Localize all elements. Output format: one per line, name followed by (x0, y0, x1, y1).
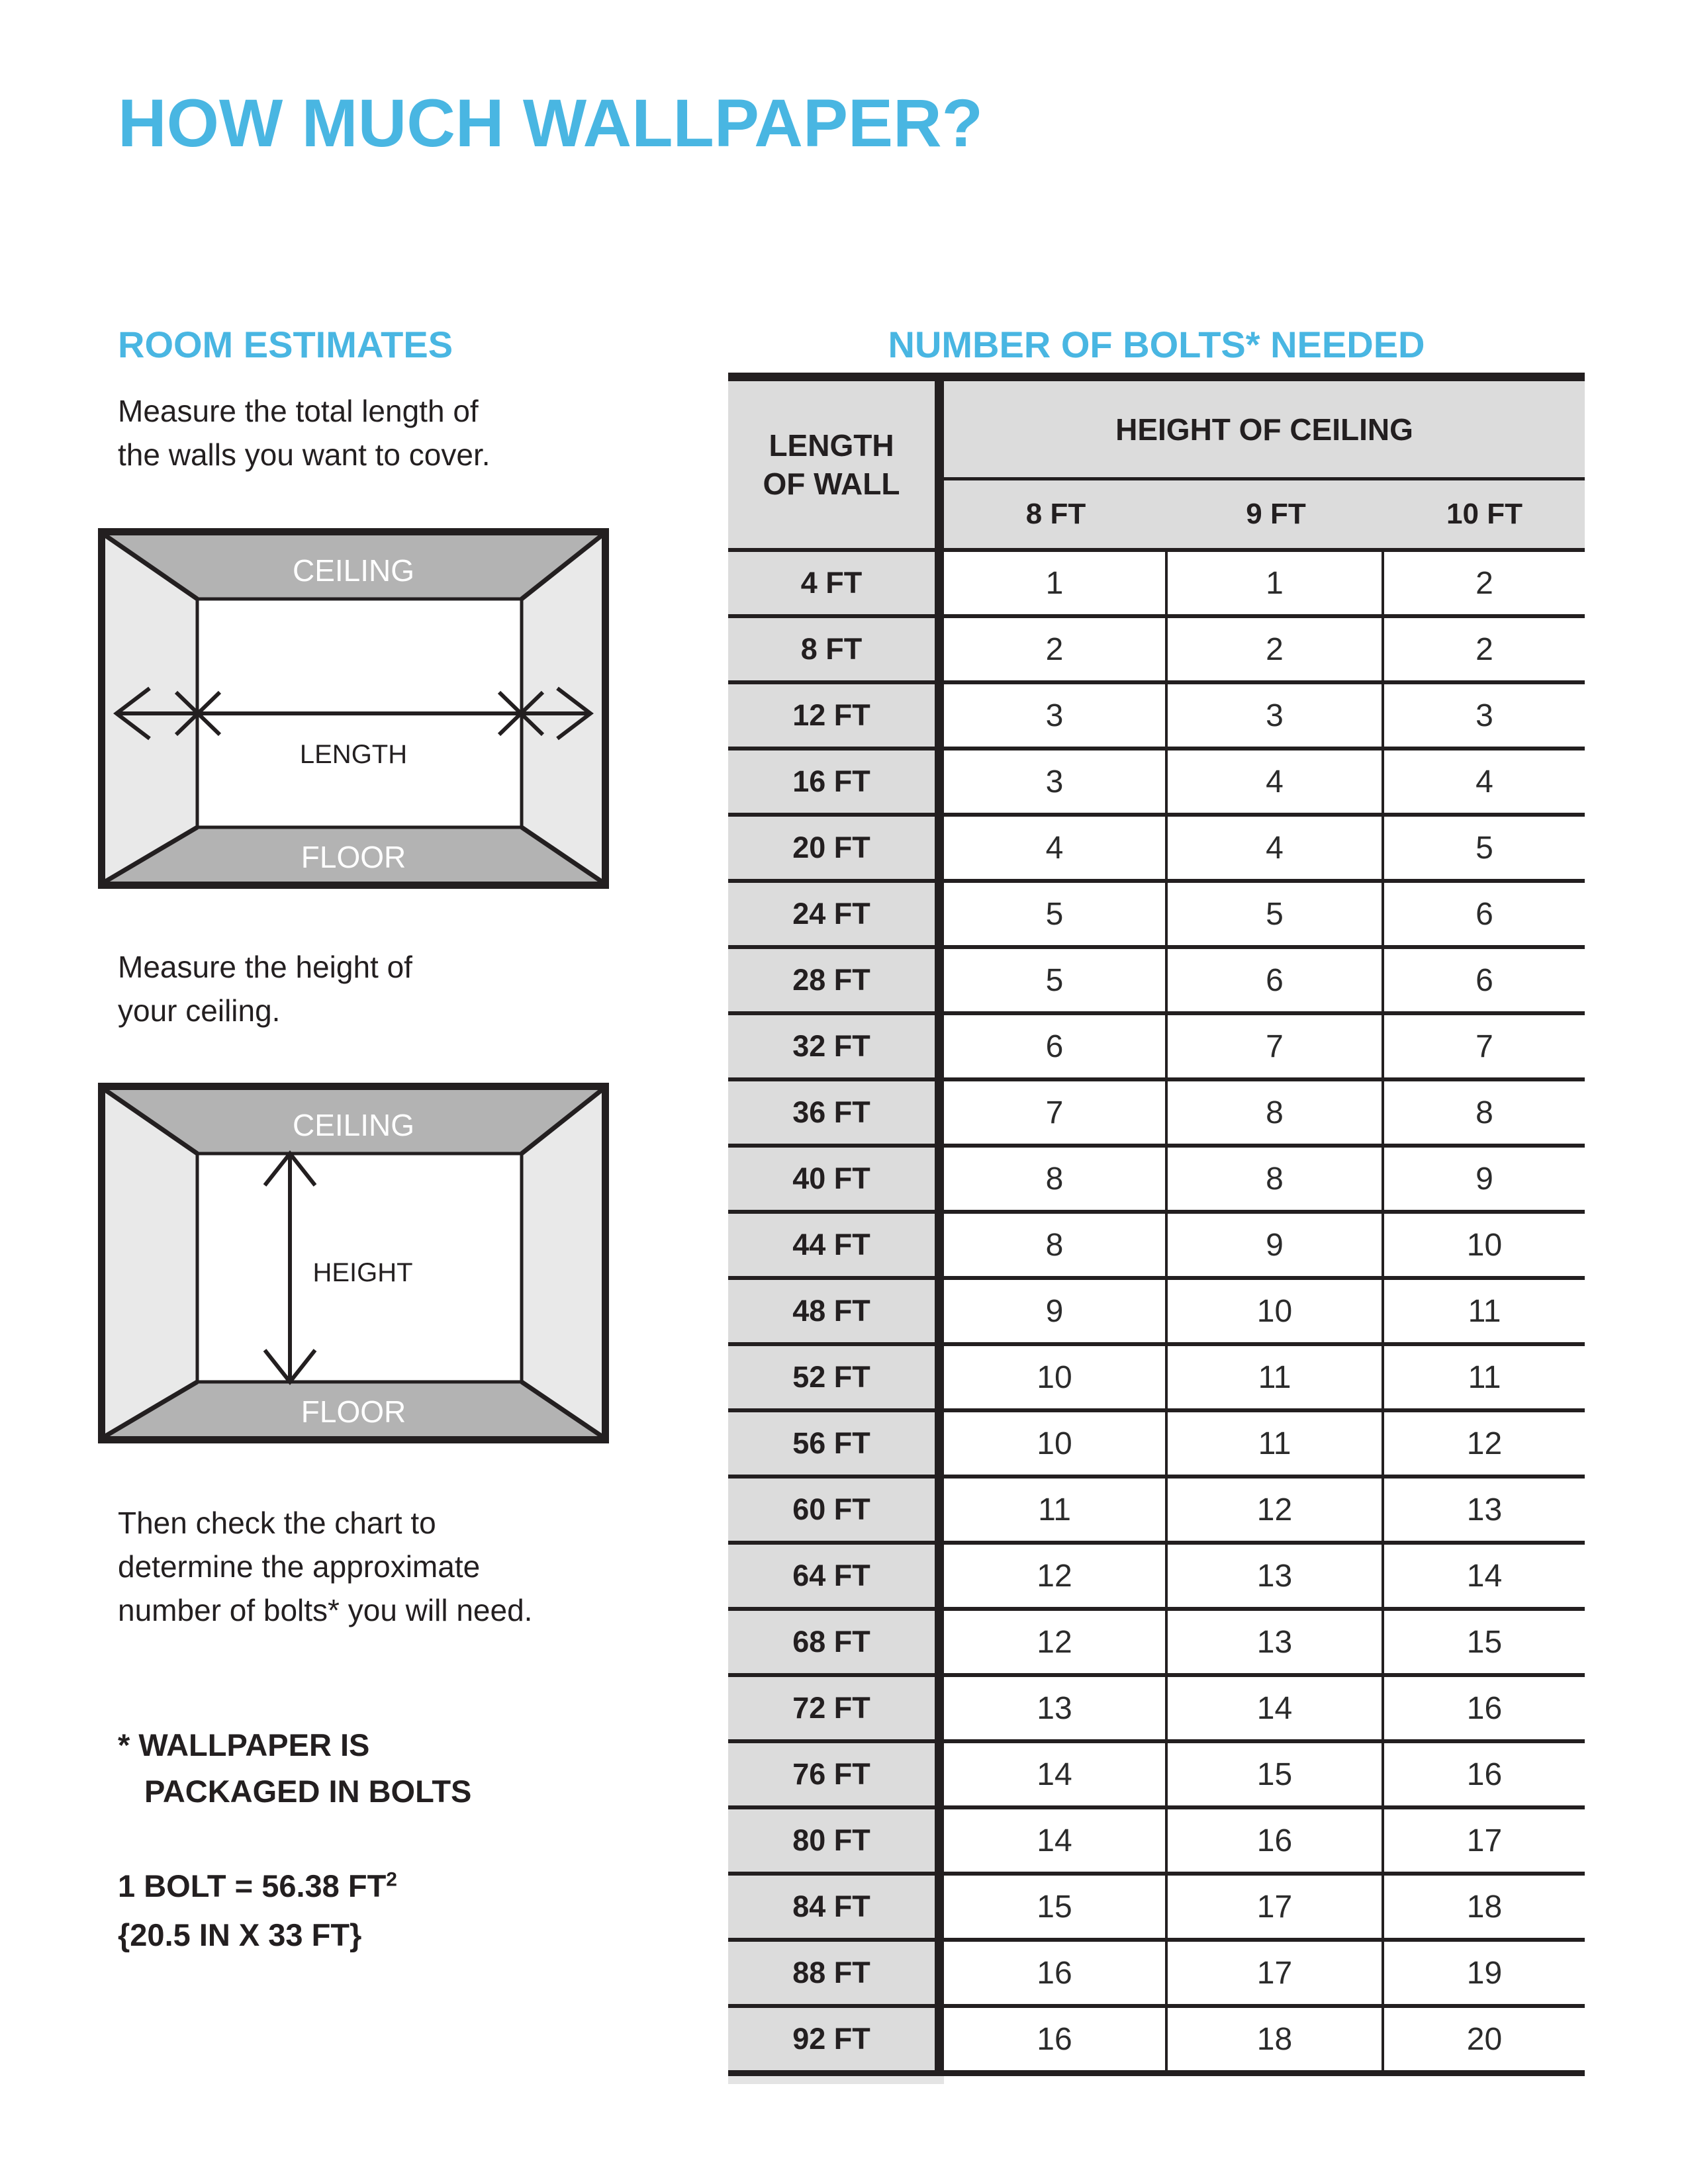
row-length-label: 68 FT (728, 1611, 944, 1673)
instruction-line: Then check the chart to (118, 1506, 436, 1540)
instruction-line: the walls you want to cover. (118, 437, 491, 472)
bolts-8ft-cell: 9 (944, 1280, 1168, 1342)
height-of-ceiling-header: HEIGHT OF CEILING (944, 381, 1585, 477)
length-label: LENGTH (299, 740, 408, 769)
table-row (728, 1210, 1585, 1276)
bolts-8ft-cell: 5 (944, 949, 1168, 1011)
bolt-footnote (118, 1722, 471, 1815)
bolt-equation-exponent: 2 (386, 1868, 397, 1891)
table-bottom-border (728, 2070, 1585, 2076)
height-label: HEIGHT (312, 1258, 413, 1287)
bolts-9ft-cell: 18 (1168, 2008, 1384, 2070)
bolts-9ft-cell: 17 (1168, 1942, 1384, 2004)
table-row (728, 1739, 1585, 1805)
bolts-8ft-cell: 16 (944, 1942, 1168, 2004)
bolts-10ft-cell: 15 (1466, 1624, 1503, 1660)
bolts-9ft-cell: 11 (1168, 1412, 1384, 1475)
instruction-line: your ceiling. (118, 993, 281, 1028)
bolts-10ft-cell: 6 (1476, 962, 1493, 998)
row-length-label: 48 FT (728, 1280, 944, 1342)
table-header (728, 381, 1585, 548)
table-row (728, 614, 1585, 680)
bolts-8ft-cell: 10 (944, 1346, 1168, 1408)
bolts-10ft-cell: 16 (1466, 1690, 1503, 1726)
table-row (728, 1805, 1585, 1872)
bolts-10ft-cell: 14 (1466, 1558, 1503, 1594)
bolt-equation (118, 1868, 397, 1904)
table-left-column-tail (728, 2076, 944, 2084)
row-length-label: 12 FT (728, 684, 944, 747)
row-length-label: 52 FT (728, 1346, 944, 1408)
subheader-10ft: 10 FT (1446, 498, 1523, 530)
bolts-9ft-cell: 13 (1168, 1545, 1384, 1607)
row-length-label: 24 FT (728, 883, 944, 945)
bolts-9ft-cell: 11 (1168, 1346, 1384, 1408)
table-row (728, 548, 1585, 614)
row-length-label: 20 FT (728, 817, 944, 879)
table-row (728, 1276, 1585, 1342)
bolts-10ft-cell: 17 (1466, 1823, 1503, 1858)
instruction-line: determine the approximate (118, 1549, 481, 1584)
table-row (728, 1077, 1585, 1144)
bolts-9ft-cell: 4 (1168, 751, 1384, 813)
row-length-label: 92 FT (728, 2008, 944, 2070)
bolts-10ft-cell: 20 (1466, 2021, 1503, 2057)
bolts-10ft-cell: 2 (1476, 565, 1493, 601)
bolts-8ft-cell: 4 (944, 817, 1168, 879)
table-row (728, 1342, 1585, 1408)
table-row (728, 1144, 1585, 1210)
bolts-9ft-cell: 6 (1168, 949, 1384, 1011)
table-row (728, 1673, 1585, 1739)
bolts-10ft-cell: 13 (1466, 1492, 1503, 1527)
bolts-10ft-cell: 16 (1466, 1756, 1503, 1792)
row-length-label: 76 FT (728, 1743, 944, 1805)
row-length-label: 36 FT (728, 1081, 944, 1144)
bolts-8ft-cell: 2 (944, 618, 1168, 680)
bolts-10ft-cell: 2 (1476, 631, 1493, 667)
bolts-8ft-cell: 8 (944, 1148, 1168, 1210)
bolts-10ft-cell: 11 (1468, 1359, 1501, 1395)
row-length-label: 80 FT (728, 1809, 944, 1872)
length-of-wall-header (728, 381, 944, 548)
bolts-8ft-cell: 15 (944, 1876, 1168, 1938)
bolts-8ft-cell: 16 (944, 2008, 1168, 2070)
bolts-10ft-cell: 7 (1476, 1028, 1493, 1064)
bolts-8ft-cell: 14 (944, 1809, 1168, 1872)
table-row (728, 1475, 1585, 1541)
bolts-8ft-cell: 5 (944, 883, 1168, 945)
bolts-10ft-cell: 11 (1468, 1293, 1501, 1329)
header-line: OF WALL (763, 467, 900, 501)
bolts-8ft-cell: 14 (944, 1743, 1168, 1805)
bolts-9ft-cell: 12 (1168, 1479, 1384, 1541)
row-length-label: 32 FT (728, 1015, 944, 1077)
bolts-8ft-cell: 12 (944, 1545, 1168, 1607)
table-row (728, 1408, 1585, 1475)
bolts-8ft-cell: 6 (944, 1015, 1168, 1077)
room-estimates-heading: ROOM ESTIMATES (118, 324, 453, 365)
table-row (728, 1872, 1585, 1938)
instruction-line: Measure the height of (118, 950, 412, 984)
row-length-label: 8 FT (728, 618, 944, 680)
bolts-10ft-cell: 9 (1476, 1161, 1493, 1197)
bolts-9ft-cell: 3 (1168, 684, 1384, 747)
row-length-label: 56 FT (728, 1412, 944, 1475)
bolts-9ft-cell: 14 (1168, 1677, 1384, 1739)
table-row (728, 2004, 1585, 2070)
bolts-10ft-cell: 5 (1476, 830, 1493, 866)
bolts-10ft-cell: 19 (1466, 1955, 1503, 1991)
row-length-label: 84 FT (728, 1876, 944, 1938)
instruction-measure-length (118, 389, 491, 477)
ceiling-label: CEILING (292, 553, 415, 588)
bolts-8ft-cell: 3 (944, 751, 1168, 813)
bolts-8ft-cell: 3 (944, 684, 1168, 747)
bolts-9ft-cell: 8 (1168, 1148, 1384, 1210)
bolts-8ft-cell: 7 (944, 1081, 1168, 1144)
ceiling-height-header-group (944, 381, 1585, 548)
bolts-9ft-cell: 9 (1168, 1214, 1384, 1276)
floor-label: FLOOR (301, 840, 406, 874)
table-row (728, 1011, 1585, 1077)
bolts-9ft-cell: 1 (1168, 552, 1384, 614)
instruction-line: number of bolts* you will need. (118, 1593, 533, 1627)
bolts-8ft-cell: 8 (944, 1214, 1168, 1276)
table-body (728, 548, 1585, 2070)
table-row (728, 813, 1585, 879)
bolts-8ft-cell: 1 (944, 552, 1168, 614)
bolt-dimensions: {20.5 IN X 33 FT} (118, 1917, 362, 1952)
bolts-8ft-cell: 10 (944, 1412, 1168, 1475)
row-length-label: 60 FT (728, 1479, 944, 1541)
row-length-label: 4 FT (728, 552, 944, 614)
footnote-line: * WALLPAPER IS (118, 1727, 370, 1762)
row-length-label: 16 FT (728, 751, 944, 813)
row-length-label: 40 FT (728, 1148, 944, 1210)
instruction-measure-height (118, 945, 412, 1032)
bolts-9ft-cell: 15 (1168, 1743, 1384, 1805)
bolts-9ft-cell: 13 (1168, 1611, 1384, 1673)
bolts-9ft-cell: 8 (1168, 1081, 1384, 1144)
bolts-10ft-cell: 12 (1466, 1426, 1503, 1461)
bolts-8ft-cell: 13 (944, 1677, 1168, 1739)
bolts-10ft-cell: 6 (1476, 896, 1493, 932)
bolts-9ft-cell: 17 (1168, 1876, 1384, 1938)
bolts-table (728, 373, 1585, 2084)
table-row (728, 945, 1585, 1011)
bolts-9ft-cell: 10 (1168, 1280, 1384, 1342)
bolt-equation-text: 1 BOLT = 56.38 FT (118, 1868, 387, 1903)
subheader-8ft: 8 FT (1025, 498, 1086, 530)
bolts-9ft-cell: 7 (1168, 1015, 1384, 1077)
bolts-9ft-cell: 16 (1168, 1809, 1384, 1872)
bolts-8ft-cell: 11 (944, 1479, 1168, 1541)
row-length-label: 72 FT (728, 1677, 944, 1739)
bolts-9ft-cell: 2 (1168, 618, 1384, 680)
instruction-line: Measure the total length of (118, 394, 479, 428)
bolts-10ft-cell: 4 (1476, 764, 1493, 799)
table-row (728, 747, 1585, 813)
row-length-label: 28 FT (728, 949, 944, 1011)
header-line: LENGTH (769, 428, 894, 463)
table-row (728, 879, 1585, 945)
table-row (728, 1541, 1585, 1607)
table-row (728, 1938, 1585, 2004)
row-length-label: 88 FT (728, 1942, 944, 2004)
row-length-label: 64 FT (728, 1545, 944, 1607)
table-row (728, 1607, 1585, 1673)
ceiling-label: CEILING (292, 1108, 415, 1142)
page-title: HOW MUCH WALLPAPER? (118, 85, 983, 161)
floor-label: FLOOR (301, 1394, 406, 1429)
bolts-10ft-cell: 8 (1476, 1095, 1493, 1130)
instruction-check-chart (118, 1501, 532, 1632)
bolts-10ft-cell: 3 (1476, 698, 1493, 733)
bolts-8ft-cell: 12 (944, 1611, 1168, 1673)
bolts-10ft-cell: 18 (1466, 1889, 1503, 1925)
subheader-9ft: 9 FT (1246, 498, 1306, 530)
bolts-9ft-cell: 4 (1168, 817, 1384, 879)
bolts-needed-heading: NUMBER OF BOLTS* NEEDED (888, 324, 1425, 365)
footnote-line: PACKAGED IN BOLTS (144, 1774, 472, 1809)
row-length-label: 44 FT (728, 1214, 944, 1276)
room-height-diagram (98, 1080, 609, 1446)
room-length-diagram (98, 528, 609, 889)
table-row (728, 680, 1585, 747)
ceiling-height-subheaders (944, 477, 1585, 548)
table-top-border (728, 373, 1585, 381)
bolts-9ft-cell: 5 (1168, 883, 1384, 945)
bolts-10ft-cell: 10 (1466, 1227, 1503, 1263)
